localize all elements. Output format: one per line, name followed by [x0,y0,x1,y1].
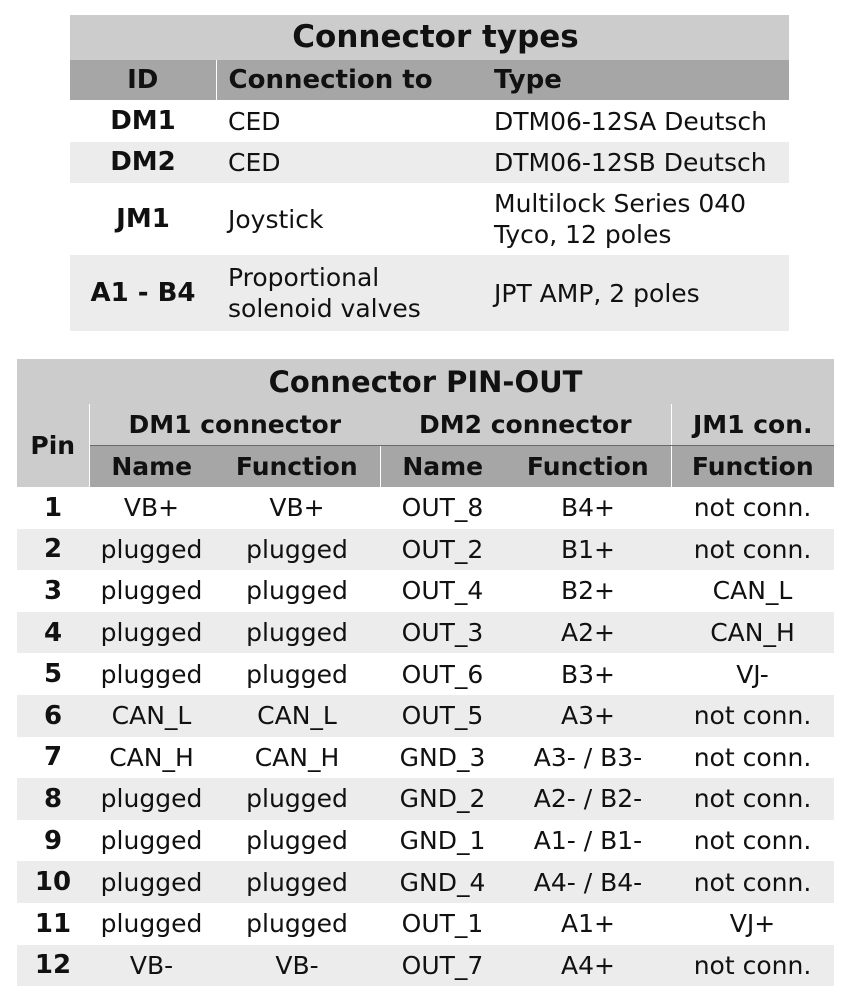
dm1-name-cell: VB+ [123,493,180,523]
dm1-name-cell: CAN_H [109,742,194,772]
text-line: Tyco, 12 poles [494,220,672,249]
pin-number: 3 [43,575,63,606]
dm1-function-cell: CAN_H [254,742,340,772]
jm1-function-cell: not conn. [693,742,812,772]
dm1-name-cell: plugged [100,659,203,689]
header-connection-to: Connection to [216,60,482,100]
jm1-function-cell: not conn. [693,826,812,856]
dm2-name-cell: GND_4 [380,861,505,903]
table-row [17,945,834,987]
header-dm1-function: Function [214,446,380,488]
connector-type-cell [482,142,789,183]
table-row [17,903,834,945]
dm2-name-cell: OUT_3 [380,612,505,654]
connector-id: DM1 [110,105,176,136]
connector-type-cell [482,100,789,142]
dm2-function-cell: A4+ [505,945,671,987]
pin-number: 8 [17,778,89,820]
dm2-name-cell: OUT_6 [401,659,484,689]
table-row [17,778,834,820]
dm1-name-cell: VB- [89,945,214,987]
table-row [17,653,834,695]
dm2-function-cell: B3+ [560,659,615,689]
dm2-name-cell: GND_3 [399,742,486,772]
header-jm1-connector: JM1 con. [671,404,834,446]
pinout-table [17,359,834,986]
connector-id: A1 - B4 [70,255,216,331]
jm1-function-cell: CAN_H [671,612,834,654]
connection-to-cell [216,100,482,142]
table-row [17,487,834,529]
dm1-name-cell: plugged [89,612,214,654]
dm2-function-cell: A1- / B1- [533,826,643,856]
dm2-function-cell: B1+ [505,529,671,571]
table-row [70,183,789,255]
jm1-function-cell: not conn. [671,861,834,903]
pin-number: 12 [17,945,89,987]
connector-types-table [70,15,789,331]
dm2-name-cell: OUT_7 [380,945,505,987]
pin-number: 7 [43,742,63,773]
table-row [17,861,834,903]
dm1-function-cell: plugged [246,826,348,856]
dm1-name-cell: plugged [89,861,214,903]
dm2-name-cell: OUT_1 [401,909,484,939]
dm1-function-cell: CAN_L [214,695,380,737]
jm1-function-cell: VJ+ [729,909,776,939]
connector-types-title: Connector types [70,15,789,60]
header-dm2-name: Name [380,446,505,488]
dm2-name-cell: OUT_4 [401,576,484,606]
dm2-function-cell: A3+ [505,695,671,737]
text-line: Proportional [228,263,380,292]
dm1-name-cell: CAN_L [89,695,214,737]
text-line: Multilock Series 040 [494,189,747,218]
dm2-function-cell: B4+ [560,493,615,523]
jm1-function-cell: not conn. [693,493,812,523]
connector-type-cell [482,255,789,331]
connection-to-cell [216,142,482,183]
connection-to-cell [216,183,482,255]
connection-to-cell [216,255,482,331]
connector-id: DM2 [70,142,216,183]
text-line: Joystick [228,204,324,234]
dm1-name-cell: plugged [89,529,214,571]
header-dm2-function: Function [505,446,671,488]
table-row [17,820,834,862]
dm1-function-cell: plugged [214,612,380,654]
pin-number: 6 [17,695,89,737]
dm2-function-cell: A1+ [561,909,615,939]
pin-number: 9 [43,825,63,856]
jm1-function-cell: CAN_L [712,576,793,606]
jm1-function-cell: not conn. [671,695,834,737]
header-pin: Pin [17,404,89,487]
dm1-function-cell: VB+ [269,493,325,523]
header-id: ID [70,60,216,100]
text-line: solenoid valves [228,294,421,323]
dm2-function-cell: A2+ [505,612,671,654]
dm2-name-cell: GND_1 [399,826,486,856]
dm1-function-cell: plugged [246,576,348,606]
text-line: CED [228,106,281,136]
table-row [17,737,834,779]
text-line: DTM06-12SA Deutsch [494,106,768,136]
jm1-function-cell: VJ- [736,659,769,689]
text-line: DTM06-12SB Deutsch [494,148,767,177]
pin-number: 11 [34,908,72,939]
dm1-name-cell: plugged [100,576,203,606]
dm1-function-cell: plugged [246,909,348,939]
pin-number: 4 [17,612,89,654]
dm2-function-cell: A3- / B3- [533,742,643,772]
table-row [17,612,834,654]
table-row [70,100,789,142]
dm1-name-cell: plugged [100,826,203,856]
header-dm2-connector: DM2 connector [380,404,671,446]
dm2-function-cell: B2+ [560,576,615,606]
connector-id: JM1 [116,203,170,234]
pin-number: 2 [17,529,89,571]
table-row [70,142,789,183]
dm2-name-cell: OUT_8 [401,493,484,523]
dm1-function-cell: plugged [214,861,380,903]
table-row [17,695,834,737]
dm2-name-cell: OUT_5 [380,695,505,737]
dm2-name-cell: OUT_2 [380,529,505,571]
dm2-function-cell: A4- / B4- [505,861,671,903]
dm2-function-cell: A2- / B2- [505,778,671,820]
header-dm1-name: Name [89,446,214,488]
header-jm1-function: Function [671,446,834,488]
header-type: Type [482,60,789,100]
table-row [70,255,789,331]
dm1-function-cell: VB- [214,945,380,987]
header-dm1-connector: DM1 connector [89,404,380,446]
dm1-name-cell: plugged [100,909,203,939]
pin-number: 5 [43,659,63,690]
dm1-function-cell: plugged [214,778,380,820]
jm1-function-cell: not conn. [671,778,834,820]
jm1-function-cell: not conn. [671,529,834,571]
pinout-title: Connector PIN-OUT [17,359,834,404]
jm1-function-cell: not conn. [671,945,834,987]
dm1-function-cell: plugged [214,529,380,571]
pin-number: 10 [17,861,89,903]
dm1-function-cell: plugged [246,659,348,689]
table-row [17,570,834,612]
table-row [17,529,834,571]
text-line: JPT AMP, 2 poles [494,278,700,308]
text-line: CED [228,148,281,177]
connector-type-cell [482,183,789,255]
dm2-name-cell: GND_2 [380,778,505,820]
dm1-name-cell: plugged [89,778,214,820]
pin-number: 1 [43,492,63,523]
